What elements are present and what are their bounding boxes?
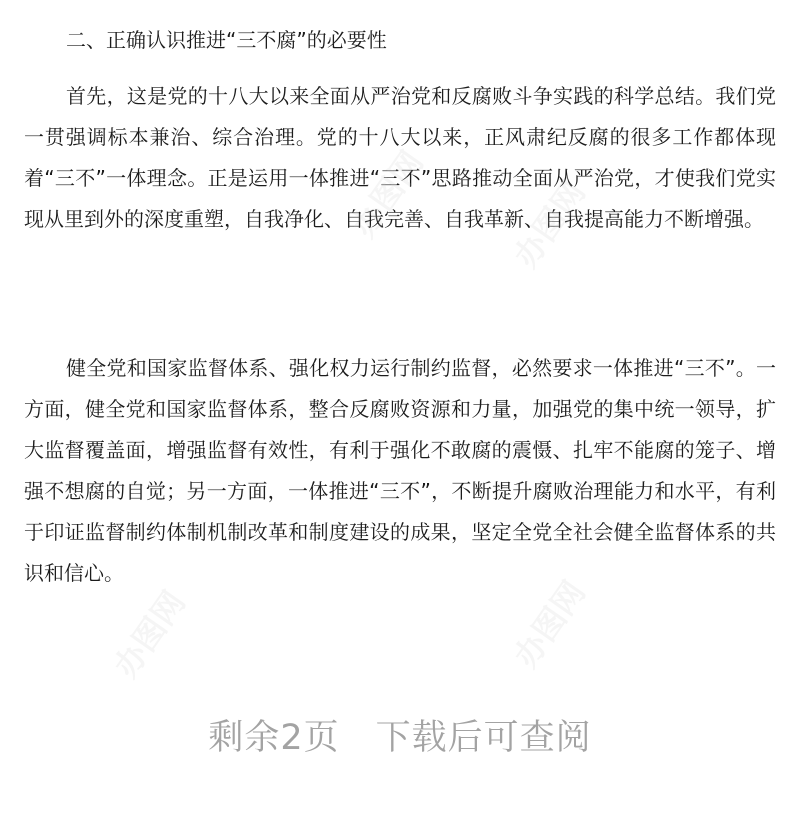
- watermark-logo: 办图网: [506, 573, 593, 675]
- download-prompt-label: 下载后可查阅: [375, 718, 592, 758]
- paragraph-1: 首先，这是党的十八大以来全面从严治党和反腐败斗争实践的科学总结。我们党一贯强调标本兼治、综合治理。党的十八大以来，正风肃纪反腐的很多工作都体现着“三不”一体理念。正是运用一体推进“三不”思路推动全面从严治党，才使我们党实现从里到外的深度重塑，自我净化、自我完善、自我革新、自我提高能力不断增强。: [24, 84, 776, 231]
- remaining-pages-label: 剩余2页: [208, 718, 340, 758]
- watermark-logo: 办图网: [344, 143, 431, 245]
- watermark-logo: 办图网: [506, 173, 593, 275]
- download-to-read-more-banner[interactable]: [0, 712, 800, 764]
- section-heading: 二、正确认识推进“三不腐”的必要性: [66, 28, 387, 52]
- paragraph-2: 健全党和国家监督体系、强化权力运行制约监督，必然要求一体推进“三不”。一方面，健全党和国家监督体系，整合反腐败资源和力量，加强党的集中统一领导，扩大监督覆盖面，增强监督有效性，有利于强化不敢腐的震慑、扎牢不能腐的笼子、增强不想腐的自觉；另一方面，一体推进“三不”，不断提升腐败治理能力和水平，有利于印证监督制约体制机制改革和制度建设的成果，坚定全党全社会健全监督体系的共识和信心。: [24, 356, 776, 585]
- watermark-logo: 办图网: [106, 583, 193, 685]
